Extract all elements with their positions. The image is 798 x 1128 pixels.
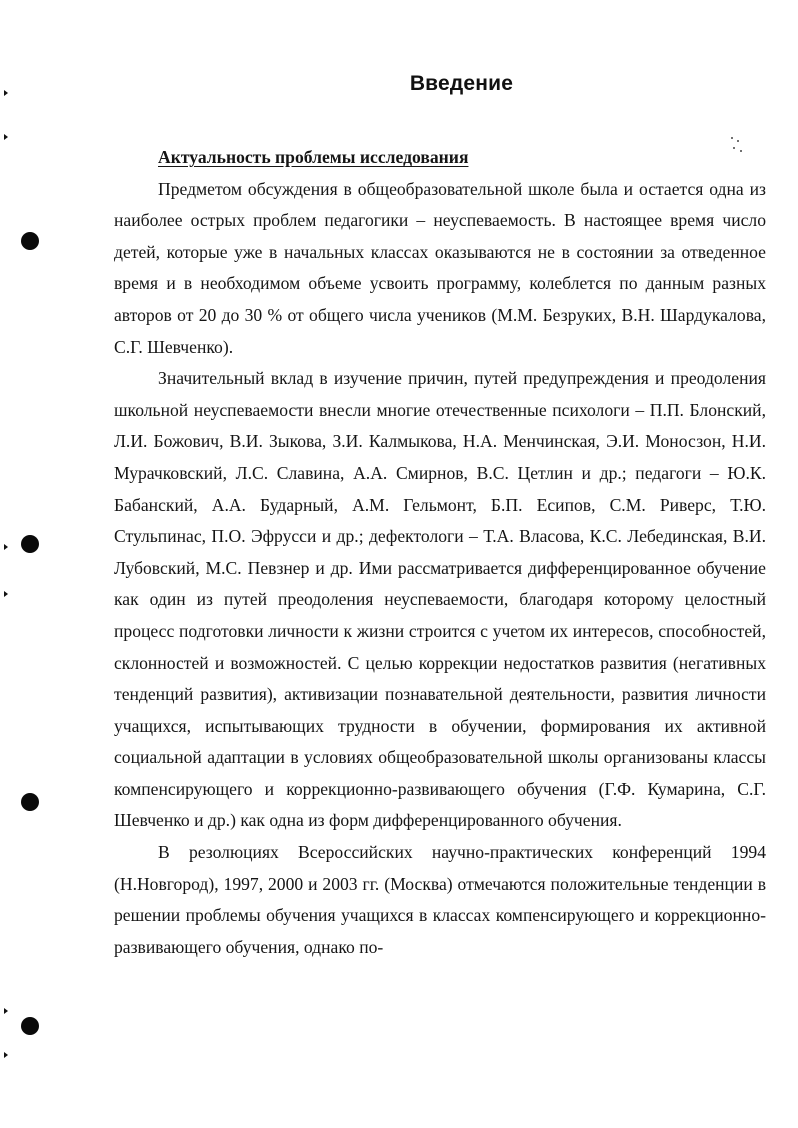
- scan-mark: [4, 591, 8, 597]
- binder-hole: [21, 232, 39, 250]
- body-text: [114, 142, 766, 963]
- section-subheading: Актуальность проблемы исследования: [158, 147, 469, 167]
- binder-hole: [21, 535, 39, 553]
- scan-speck: [731, 137, 733, 139]
- binder-hole: [21, 1017, 39, 1035]
- paragraph: Предметом обсуждения в общеобразовательной школе была и остается одна из наиболее острых проблем педагогики – неуспеваемость. В настоящее время число детей, которые уже в начальных классах оказываются не в состоянии за отведенное время и в необходимом объеме усвоить программу, колеблется по данным разных авторов от 20 до 30 % от общего числа учеников (М.М. Безруких, В.Н. Шардукалова, С.Г. Шевченко).: [114, 178, 766, 357]
- paragraph: В резолюциях Всероссийских научно-практических конференций 1994 (Н.Новгород), 1997, 2000 и 2003 гг. (Москва) отмечаются положительные тенденции в решении проблемы обучения учащихся в классах компенсирующего и коррекционно-развивающего обучения, однако по-: [114, 842, 766, 957]
- scan-mark: [4, 544, 8, 550]
- paragraph: Значительный вклад в изучение причин, путей предупреждения и преодоления школьной неуспеваемости внесли многие отечественные психологи – П.П. Блонский, Л.И. Божович, В.И. Зыкова, З.И. Калмыкова, Н.А. Менчинская, Э.И. Моносзон, Н.И. Мурачковский, Л.С. Славина, А.А. Смирнов, В.С. Цетлин и др.; педагоги – Ю.К. Бабанский, А.А. Бударный, А.М. Гельмонт, Б.П. Есипов, С.М. Риверс, Т.Ю. Стульпинас, П.О. Эфрусси и др.; дефектологи – Т.А. Власова, К.С. Лебединская, В.И. Лубовский, М.С. Певзнер и др. Ими рассматривается дифференцированное обучение как один из путей преодоления неуспеваемости, благодаря которому целостный процесс подготовки личности к жизни строится с учетом их интересов, способностей, склонностей и возможностей. С целью коррекции недостатков развития (негативных тенденций развития), активизации познавательной деятельности, развития личности учащихся, испытывающих трудности в обучении, формирования их активной социальной адаптации в условиях общеобразовательной школы организованы классы компенсирующего и коррекционно-развивающего обучения (Г.Ф. Кумарина, С.Г. Шевченко и др.) как одна из форм дифференцированного обучения.: [114, 368, 766, 831]
- binder-hole: [21, 793, 39, 811]
- scan-mark: [4, 1052, 8, 1058]
- scan-mark: [4, 134, 8, 140]
- page-title: Введение: [409, 72, 514, 95]
- scan-mark: [4, 1008, 8, 1014]
